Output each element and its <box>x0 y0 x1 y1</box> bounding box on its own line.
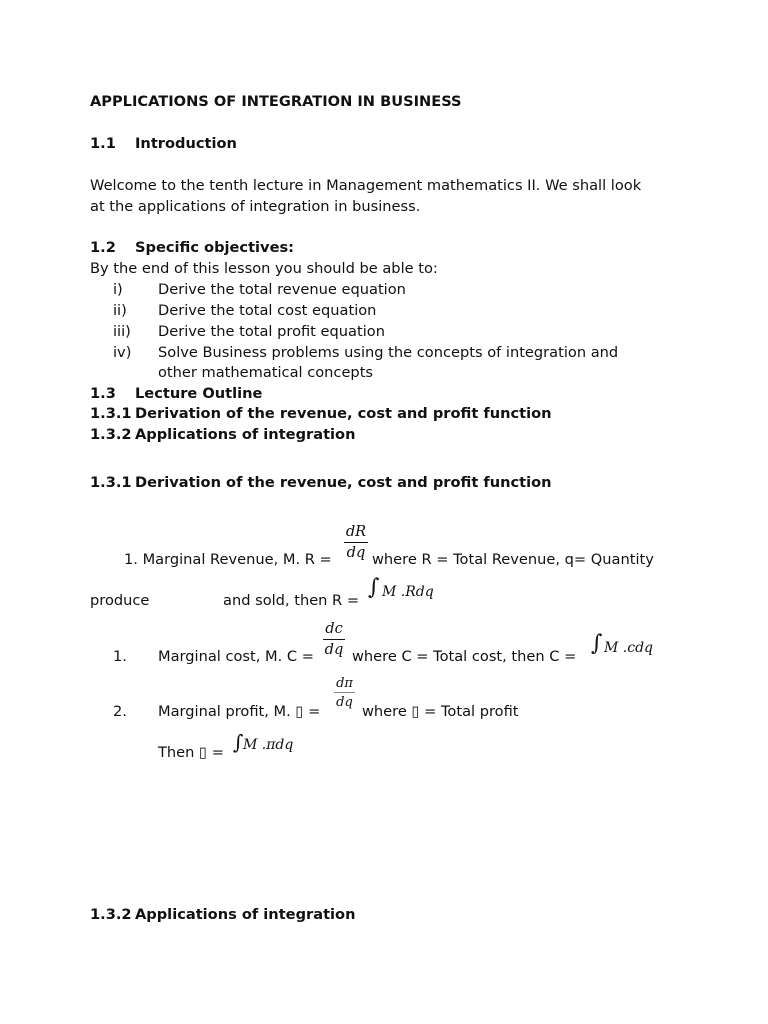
cost-fraction-denominator: dq <box>324 640 344 658</box>
profit-integral-sign: ∫ <box>233 730 244 754</box>
cost-number: 1. <box>113 648 127 665</box>
objectives-heading-number: 1.2 <box>90 239 116 256</box>
fraction-bar <box>323 639 345 640</box>
cost-fraction <box>323 622 345 657</box>
document-title: APPLICATIONS OF INTEGRATION IN BUSINESS <box>90 93 462 110</box>
intro-paragraph-line-1: Welcome to the tenth lecture in Management mathematics II. We shall look <box>90 177 642 194</box>
cost-fraction-numerator: dc <box>325 620 343 637</box>
outline-heading: Lecture Outline <box>135 385 263 402</box>
objective-item-continuation: other mathematical concepts <box>158 364 374 381</box>
outline-item-number: 1.3.2 <box>90 426 132 443</box>
cost-integrand: M .cdq <box>604 640 653 656</box>
revenue-fraction <box>344 525 368 560</box>
section-132-number: 1.3.2 <box>90 906 132 923</box>
profit-integrand: M .πdq <box>243 737 294 753</box>
objective-item: Derive the total profit equation <box>158 323 385 340</box>
outline-item: Derivation of the revenue, cost and profit function <box>135 405 552 422</box>
objectives-heading: Specific objectives: <box>135 239 294 256</box>
intro-paragraph-line-2: at the applications of integration in business. <box>90 198 421 215</box>
revenue-lead: 1. Marginal Revenue, M. R = <box>124 551 332 568</box>
revenue-line2-text: and sold, then R = <box>223 592 360 609</box>
outline-heading-number: 1.3 <box>90 385 116 402</box>
revenue-tail: where R = Total Revenue, q= Quantity <box>372 551 654 568</box>
cost-integral-sign: ∫ <box>591 631 603 656</box>
outline-item: Applications of integration <box>135 426 356 443</box>
objective-item: Derive the total revenue equation <box>158 281 406 298</box>
revenue-integrand: M .Rdq <box>382 584 434 600</box>
cost-tail: where C = Total cost, then C = <box>352 648 577 665</box>
intro-heading-number: 1.1 <box>90 135 116 152</box>
section-131-number: 1.3.1 <box>90 474 132 491</box>
revenue-integral-sign: ∫ <box>368 575 380 600</box>
profit-number: 2. <box>113 703 127 720</box>
section-131-heading: Derivation of the revenue, cost and profit function <box>135 474 552 491</box>
objective-number: iv) <box>113 344 132 361</box>
section-132-heading: Applications of integration <box>135 906 356 923</box>
cost-lead: Marginal cost, M. C = <box>158 648 314 665</box>
intro-heading: Introduction <box>135 135 237 152</box>
fraction-bar <box>344 542 368 543</box>
revenue-line2-start: produce <box>90 592 150 609</box>
profit-tail: where ▯ = Total profit <box>362 703 519 720</box>
revenue-fraction-denominator: dq <box>346 543 366 561</box>
objective-item: Solve Business problems using the concepts of integration and <box>158 344 619 361</box>
objective-number: i) <box>113 281 123 298</box>
profit-lead: Marginal profit, M. ▯ = <box>158 703 321 720</box>
outline-item-number: 1.3.1 <box>90 405 132 422</box>
objectives-lead: By the end of this lesson you should be able to: <box>90 260 438 277</box>
revenue-fraction-numerator: dR <box>345 523 367 540</box>
profit-then: Then ▯ = <box>158 744 224 761</box>
profit-fraction <box>334 677 355 709</box>
objective-number: iii) <box>113 323 131 340</box>
profit-fraction-denominator: dq <box>336 695 353 710</box>
profit-fraction-numerator: dπ <box>336 676 353 691</box>
objective-number: ii) <box>113 302 127 319</box>
fraction-bar <box>334 692 355 693</box>
objective-item: Derive the total cost equation <box>158 302 377 319</box>
